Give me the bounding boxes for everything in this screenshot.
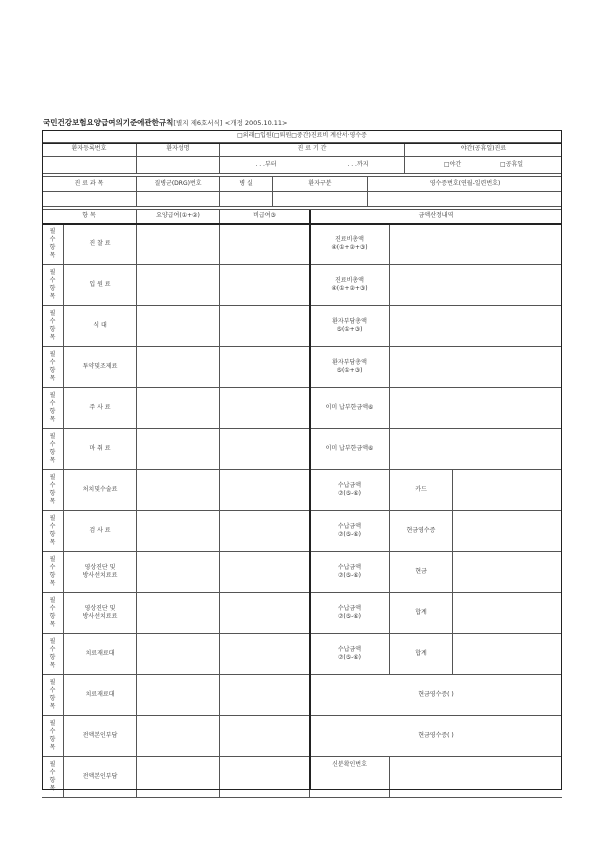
item-label: 투약및조제료 — [64, 347, 137, 388]
calc-value-cell[interactable] — [390, 224, 562, 265]
payment-method-label: 현금영수증 — [390, 511, 453, 552]
item-label: 영상진단 및 방사선치료료 — [64, 593, 137, 634]
side-label: 필수항목 — [42, 552, 64, 593]
drg-no-label: 질병군(DRG)번호 — [137, 177, 220, 192]
insured-amount-cell[interactable] — [137, 593, 220, 634]
patient-name-value[interactable] — [137, 157, 220, 174]
side-label: 필수항목 — [42, 634, 64, 675]
payment-amount-cell[interactable] — [453, 593, 562, 634]
receipt-no-value[interactable] — [368, 192, 562, 207]
item-label: 마 취 료 — [64, 429, 137, 470]
calc-value-cell[interactable] — [390, 347, 562, 388]
column-header-item: 항 목 — [42, 210, 137, 224]
column-header-insured: 요양급여(①+②) — [137, 210, 220, 224]
calc-label: 수납금액 ⑦(⑤-⑥) — [310, 593, 390, 634]
uninsured-amount-cell[interactable] — [220, 716, 310, 757]
id-check-label: 신분확인번호 — [310, 757, 390, 798]
item-label: 전액본인부담 — [64, 757, 137, 798]
patient-type-value[interactable] — [273, 192, 368, 207]
payment-amount-cell[interactable] — [453, 634, 562, 675]
item-label: 입 원 료 — [64, 265, 137, 306]
item-label: 전액본인부담 — [64, 716, 137, 757]
insured-amount-cell[interactable] — [137, 675, 220, 716]
table-header-divider — [42, 223, 562, 224]
cash-receipt-label: 현금영수증( ) — [310, 675, 562, 716]
calc-label: 수납금액 ⑦(⑤-⑥) — [310, 634, 390, 675]
calc-section-divider — [309, 210, 310, 790]
side-label: 필수항목 — [42, 265, 64, 306]
uninsured-amount-cell[interactable] — [220, 757, 310, 798]
payment-amount-cell[interactable] — [453, 470, 562, 511]
insured-amount-cell[interactable] — [137, 634, 220, 675]
calc-label: 수납금액 ⑦(⑤-⑥) — [310, 552, 390, 593]
uninsured-amount-cell[interactable] — [220, 429, 310, 470]
payment-method-label: 현금 — [390, 552, 453, 593]
calc-label: 진료비총액 ④(①+②+③) — [310, 265, 390, 306]
insured-amount-cell[interactable] — [137, 470, 220, 511]
calc-label: 진료비총액 ④(①+②+③) — [310, 224, 390, 265]
item-label: 치료재료대 — [64, 675, 137, 716]
uninsured-amount-cell[interactable] — [220, 552, 310, 593]
item-label: 진 찰 료 — [64, 224, 137, 265]
patient-type-label: 환자구분 — [273, 177, 368, 192]
night-holiday-options[interactable] — [405, 157, 562, 174]
uninsured-amount-cell[interactable] — [220, 511, 310, 552]
patient-name-label: 환자성명 — [137, 143, 220, 157]
calc-value-cell[interactable] — [390, 429, 562, 470]
item-label: 검 사 료 — [64, 511, 137, 552]
uninsured-amount-cell[interactable] — [220, 388, 310, 429]
calc-label: 이미 납부한금액⑥ — [310, 388, 390, 429]
calc-label: 환자부담총액 ⑤(①+③) — [310, 306, 390, 347]
night-holiday-label: 야간(공휴일)진료 — [405, 143, 562, 157]
side-label: 필수항목 — [42, 716, 64, 757]
side-label: 필수항목 — [42, 429, 64, 470]
form-title: □외래□입원(□퇴원□중간)진료비 계산서·영수증 — [42, 130, 562, 143]
column-header-calc: 금액산정내역 — [310, 210, 562, 224]
insured-amount-cell[interactable] — [137, 388, 220, 429]
payment-amount-cell[interactable] — [453, 511, 562, 552]
patient-reg-no-value[interactable] — [42, 157, 137, 174]
insured-amount-cell[interactable] — [137, 757, 220, 798]
uninsured-amount-cell[interactable] — [220, 634, 310, 675]
side-label: 필수항목 — [42, 224, 64, 265]
uninsured-amount-cell[interactable] — [220, 470, 310, 511]
period-to-text: . . .까지 — [347, 160, 369, 168]
treatment-period-label: 진 료 기 간 — [220, 143, 405, 157]
ward-value[interactable] — [220, 192, 273, 207]
side-label: 필수항목 — [42, 675, 64, 716]
side-label: 필수항목 — [42, 306, 64, 347]
holiday-checkbox[interactable]: □공휴일 — [500, 160, 524, 168]
payment-amount-cell[interactable] — [453, 552, 562, 593]
document-heading — [43, 117, 563, 128]
item-label: 처치및수술료 — [64, 470, 137, 511]
patient-reg-no-label: 환자등록번호 — [42, 143, 137, 157]
uninsured-amount-cell[interactable] — [220, 265, 310, 306]
payment-method-label: 합계 — [390, 593, 453, 634]
uninsured-amount-cell[interactable] — [220, 347, 310, 388]
insured-amount-cell[interactable] — [137, 306, 220, 347]
treatment-period-value[interactable] — [220, 157, 405, 174]
revision-date: <개정 2005.10.11> — [224, 119, 288, 127]
side-label: 필수항목 — [42, 347, 64, 388]
item-label: 주 사 료 — [64, 388, 137, 429]
insured-amount-cell[interactable] — [137, 511, 220, 552]
uninsured-amount-cell[interactable] — [220, 675, 310, 716]
calc-value-cell[interactable] — [390, 265, 562, 306]
law-name: 국민건강보험요양급여의기준에관한규칙 — [43, 118, 174, 127]
calc-value-cell[interactable] — [390, 306, 562, 347]
side-label: 필수항목 — [42, 593, 64, 634]
side-label: 필수항목 — [42, 470, 64, 511]
uninsured-amount-cell[interactable] — [220, 224, 310, 265]
cash-receipt-label: 현금영수증( ) — [310, 716, 562, 757]
payment-method-label: 합계 — [390, 634, 453, 675]
insured-amount-cell[interactable] — [137, 347, 220, 388]
column-header-uninsured: 비급여③ — [220, 210, 310, 224]
payment-method-label: 카드 — [390, 470, 453, 511]
calc-label: 수납금액 ⑦(⑤-⑥) — [310, 511, 390, 552]
id-check-value[interactable] — [390, 757, 562, 798]
insured-amount-cell[interactable] — [137, 429, 220, 470]
item-label: 치료재료대 — [64, 634, 137, 675]
side-label: 필수항목 — [42, 388, 64, 429]
period-from-text: . . .부터 — [255, 160, 277, 168]
calc-value-cell[interactable] — [390, 388, 562, 429]
insured-amount-cell[interactable] — [137, 224, 220, 265]
calc-label: 수납금액 ⑦(⑤-⑥) — [310, 470, 390, 511]
side-label: 필수항목 — [42, 511, 64, 552]
form-number: [별지 제6호서식] — [173, 119, 223, 127]
calc-label: 환자부담총액 ⑤(①+③) — [310, 347, 390, 388]
night-checkbox[interactable]: □야간 — [443, 160, 462, 168]
insured-amount-cell[interactable] — [137, 552, 220, 593]
ward-label: 병 실 — [220, 177, 273, 192]
insured-amount-cell[interactable] — [137, 265, 220, 306]
side-label: 필수항목 — [42, 757, 64, 798]
calc-label: 이미 납부한금액⑥ — [310, 429, 390, 470]
item-label: 영상진단 및 방사선치료료 — [64, 552, 137, 593]
department-label: 진 료 과 목 — [42, 177, 137, 192]
title-divider — [42, 143, 562, 144]
receipt-form — [42, 130, 562, 790]
receipt-no-label: 영수증번호(연월-일련번호) — [368, 177, 562, 192]
uninsured-amount-cell[interactable] — [220, 306, 310, 347]
department-value[interactable] — [42, 192, 137, 207]
insured-amount-cell[interactable] — [137, 716, 220, 757]
drg-no-value[interactable] — [137, 192, 220, 207]
uninsured-amount-cell[interactable] — [220, 593, 310, 634]
item-label: 식 대 — [64, 306, 137, 347]
